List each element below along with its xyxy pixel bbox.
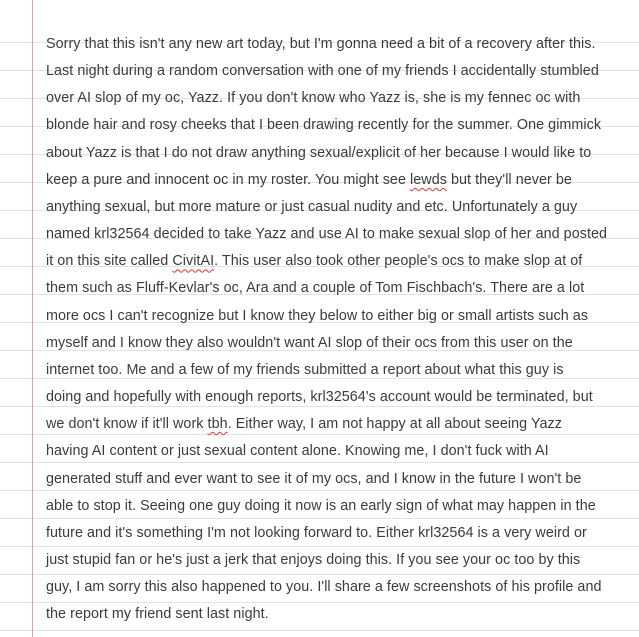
text-line: Last night during a random conversation with one of my friends I accidentally stumbled — [46, 63, 599, 80]
red-margin-line — [32, 0, 33, 637]
text-line: generated stuff and ever want to see it of my ocs, and I know in the future I won't be — [46, 470, 582, 487]
spellcheck-flagged-word[interactable]: lewds — [410, 171, 447, 188]
text-line: myself and I know they also wouldn't want AI slop of their ocs from this user on the — [46, 334, 573, 351]
text-line: named krl32564 decided to take Yazz and use AI to make sexual slop of her and posted — [46, 226, 608, 243]
spellcheck-flagged-word[interactable]: tbh — [207, 416, 228, 433]
text-line: about Yazz is that I do not draw anything sexual/explicit of her because I would like to — [46, 144, 592, 161]
text-line: over AI slop of my oc, Yazz. If you don't know who Yazz is, she is my fennec oc with — [46, 90, 581, 107]
text-line: blonde hair and rosy cheeks that I been drawing recently for the summer. One gimmick — [46, 117, 602, 134]
text-line: guy, I am sorry this also happened to you. I'll share a few screenshots of his profile and — [46, 579, 602, 596]
spellcheck-flagged-word[interactable]: CivitAI — [172, 253, 215, 270]
text-line: able to stop it. Seeing one guy doing it now is an early sign of what may happen in the — [46, 497, 596, 514]
text-line: the report my friend sent last night. — [46, 606, 269, 623]
text-line: anything sexual, but more mature or just casual nudity and etc. Unfortunately a guy — [46, 198, 578, 215]
text-line: future and it's something I'm not looking forward to. Either krl32564 is a very weird or — [46, 524, 587, 541]
text-line: internet too. Me and a few of my friends submitted a report about what this guy is — [46, 361, 564, 378]
text-line: we don't know if it'll work tbh. Either way, I am not happy at all about seeing Yazz — [46, 416, 562, 433]
text-line: it on this site called CivitAI. This user also took other people's ocs to make slop at of — [46, 253, 583, 270]
text-line: doing and hopefully with enough reports, krl32564's account would be terminated, but — [46, 389, 593, 406]
note-text-area[interactable] — [46, 31, 632, 628]
text-line: them such as Fluff-Kevlar's oc, Ara and a couple of Tom Fischbach's. There are a lot — [46, 280, 585, 297]
text-line: keep a pure and innocent oc in my roster. You might see lewds but they'll never be — [46, 171, 572, 188]
text-line: Sorry that this isn't any new art today, but I'm gonna need a bit of a recovery after this. — [46, 36, 596, 52]
text-line: just stupid fan or he's just a jerk that enjoys doing this. If you see your oc too by this — [46, 551, 581, 568]
text-line: more ocs I can't recognize but I know they below to either big or small artists such as — [46, 307, 589, 324]
text-line: having AI content or just sexual content alone. Knowing me, I don't fuck with AI — [46, 443, 549, 460]
